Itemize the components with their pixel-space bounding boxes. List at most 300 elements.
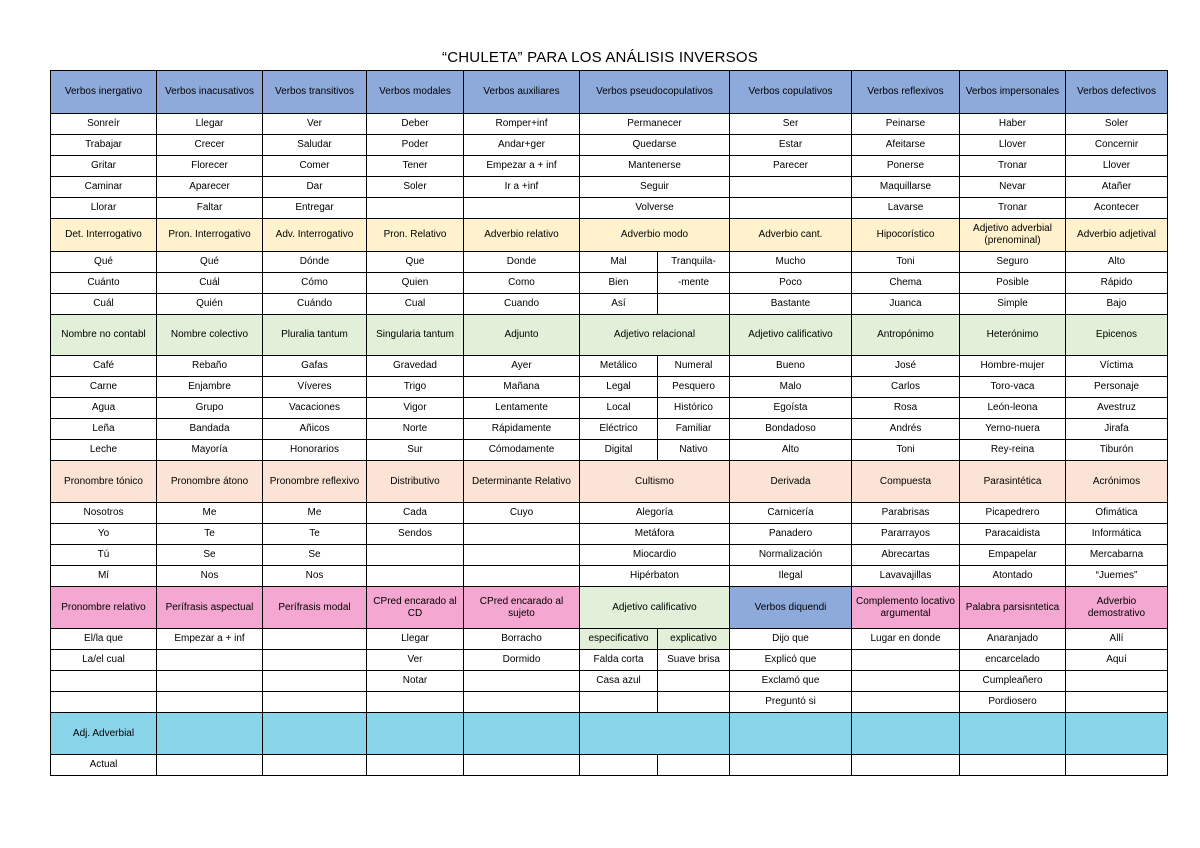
table-cell: Lugar en donde xyxy=(852,629,960,650)
table-cell xyxy=(367,566,464,587)
table-cell xyxy=(852,692,960,713)
table-cell: Actual xyxy=(51,755,157,776)
header-cell: Verbos pseudocopulativos xyxy=(580,71,730,114)
table-cell: Me xyxy=(157,503,263,524)
table-cell: Pararrayos xyxy=(852,524,960,545)
table-cell: Gritar xyxy=(51,156,157,177)
table-cell: Faltar xyxy=(157,198,263,219)
table-cell xyxy=(730,198,852,219)
table-cell: Enjambre xyxy=(157,377,263,398)
table-cell: Tranquila- xyxy=(658,252,730,273)
table-cell: Bueno xyxy=(730,356,852,377)
header-cell: Adjetivo adverbial (prenominal) xyxy=(960,219,1066,252)
table-row xyxy=(51,252,1168,273)
header-cell: Adverbio adjetival xyxy=(1066,219,1168,252)
table-cell: Crecer xyxy=(157,135,263,156)
table-cell: Allí xyxy=(1066,629,1168,650)
table-cell: Te xyxy=(263,524,367,545)
table-cell: Peinarse xyxy=(852,114,960,135)
table-cell: Como xyxy=(464,273,580,294)
table-cell: Rápidamente xyxy=(464,419,580,440)
header-cell: Parasintética xyxy=(960,461,1066,503)
document-title: “CHULETA” PARA LOS ANÁLISIS INVERSOS xyxy=(442,49,758,66)
table-cell xyxy=(464,692,580,713)
table-cell: Bastante xyxy=(730,294,852,315)
header-cell: Heterónimo xyxy=(960,315,1066,356)
table-cell xyxy=(464,566,580,587)
table-cell: Soler xyxy=(1066,114,1168,135)
table-cell: Sonreír xyxy=(51,114,157,135)
table-cell: Florecer xyxy=(157,156,263,177)
table-cell: Se xyxy=(157,545,263,566)
table-cell: Borracho xyxy=(464,629,580,650)
header-cell: Pron. Relativo xyxy=(367,219,464,252)
header-cell: Perífrasis aspectual xyxy=(157,587,263,629)
table-cell: Empezar a + inf xyxy=(157,629,263,650)
header-cell: Pluralia tantum xyxy=(263,315,367,356)
header-cell: Derivada xyxy=(730,461,852,503)
header-cell: Pronombre reflexivo xyxy=(263,461,367,503)
header-cell: Verbos defectivos xyxy=(1066,71,1168,114)
table-row xyxy=(51,440,1168,461)
table-cell: Tú xyxy=(51,545,157,566)
table-cell: Haber xyxy=(960,114,1066,135)
header-cell xyxy=(852,713,960,755)
header-cell: Adverbio relativo xyxy=(464,219,580,252)
table-cell: explicativo xyxy=(658,629,730,650)
table-cell: Paracaidista xyxy=(960,524,1066,545)
table-cell: Empezar a + inf xyxy=(464,156,580,177)
header-cell: Nombre no contabl xyxy=(51,315,157,356)
table-cell: Gravedad xyxy=(367,356,464,377)
table-cell: Pesquero xyxy=(658,377,730,398)
table-row xyxy=(51,294,1168,315)
table-cell: Nos xyxy=(157,566,263,587)
table-cell: Aparecer xyxy=(157,177,263,198)
table-cell xyxy=(658,671,730,692)
table-cell: Ver xyxy=(367,650,464,671)
table-cell: Añicos xyxy=(263,419,367,440)
header-cell: Determinante Relativo xyxy=(464,461,580,503)
table-cell: Vigor xyxy=(367,398,464,419)
table-cell: Numeral xyxy=(658,356,730,377)
table-cell: especificativo xyxy=(580,629,658,650)
table-cell: Seguro xyxy=(960,252,1066,273)
table-cell: Quedarse xyxy=(580,135,730,156)
table-cell: Dar xyxy=(263,177,367,198)
table-cell: Qué xyxy=(157,252,263,273)
table-cell xyxy=(464,198,580,219)
table-cell xyxy=(580,692,658,713)
table-cell: Carne xyxy=(51,377,157,398)
header-cell: Verbos transitivos xyxy=(263,71,367,114)
table-cell: Informática xyxy=(1066,524,1168,545)
table-cell: Café xyxy=(51,356,157,377)
table-cell: Yerno-nuera xyxy=(960,419,1066,440)
table-cell: Casa azul xyxy=(580,671,658,692)
table-cell: Cual xyxy=(367,294,464,315)
header-cell: Verbos auxiliares xyxy=(464,71,580,114)
table-row xyxy=(51,524,1168,545)
table-cell: Quién xyxy=(157,294,263,315)
table-cell: Simple xyxy=(960,294,1066,315)
table-cell: Comer xyxy=(263,156,367,177)
table-cell: Eléctrico xyxy=(580,419,658,440)
header-cell: Palabra parsisntetica xyxy=(960,587,1066,629)
table-cell: Mantenerse xyxy=(580,156,730,177)
table-cell xyxy=(1066,671,1168,692)
table-cell: Andrés xyxy=(852,419,960,440)
table-cell: Hombre-mujer xyxy=(960,356,1066,377)
table-row xyxy=(51,692,1168,713)
table-cell: Llorar xyxy=(51,198,157,219)
header-cell xyxy=(367,713,464,755)
table-cell: Agua xyxy=(51,398,157,419)
table-cell: El/la que xyxy=(51,629,157,650)
header-cell: Verbos impersonales xyxy=(960,71,1066,114)
header-row xyxy=(51,587,1168,629)
table-row xyxy=(51,503,1168,524)
header-cell: CPred encarado al CD xyxy=(367,587,464,629)
table-cell xyxy=(51,671,157,692)
table-cell xyxy=(1066,755,1168,776)
table-cell: Mí xyxy=(51,566,157,587)
table-cell xyxy=(730,177,852,198)
table-cell: Parabrisas xyxy=(852,503,960,524)
table-cell xyxy=(464,671,580,692)
table-cell xyxy=(852,650,960,671)
table-cell xyxy=(852,671,960,692)
table-cell: Preguntó si xyxy=(730,692,852,713)
header-cell xyxy=(263,713,367,755)
table-cell xyxy=(263,671,367,692)
table-row xyxy=(51,398,1168,419)
header-cell: Cultismo xyxy=(580,461,730,503)
header-cell: Complemento locativo argumental xyxy=(852,587,960,629)
table-cell: Explicó que xyxy=(730,650,852,671)
table-cell: Rebaño xyxy=(157,356,263,377)
header-cell: Pron. Interrogativo xyxy=(157,219,263,252)
header-cell: Verbos inergativo xyxy=(51,71,157,114)
table-cell: Histórico xyxy=(658,398,730,419)
table-cell xyxy=(464,524,580,545)
table-cell: Cómodamente xyxy=(464,440,580,461)
table-cell: Rosa xyxy=(852,398,960,419)
table-cell: Dónde xyxy=(263,252,367,273)
table-cell: Digital xyxy=(580,440,658,461)
table-cell: Nevar xyxy=(960,177,1066,198)
table-cell: Alto xyxy=(730,440,852,461)
table-cell: Nos xyxy=(263,566,367,587)
header-row xyxy=(51,315,1168,356)
table-cell: Llegar xyxy=(157,114,263,135)
header-row xyxy=(51,219,1168,252)
table-cell: Donde xyxy=(464,252,580,273)
table-cell: Pordiosero xyxy=(960,692,1066,713)
table-cell: Ir a +inf xyxy=(464,177,580,198)
table-cell xyxy=(263,755,367,776)
table-cell: Ser xyxy=(730,114,852,135)
table-cell: Me xyxy=(263,503,367,524)
table-cell: encarcelado xyxy=(960,650,1066,671)
table-row xyxy=(51,419,1168,440)
table-cell: Cada xyxy=(367,503,464,524)
table-cell: Egoísta xyxy=(730,398,852,419)
table-cell: Trigo xyxy=(367,377,464,398)
table-cell: Lavavajillas xyxy=(852,566,960,587)
header-cell xyxy=(960,713,1066,755)
table-row xyxy=(51,545,1168,566)
table-cell: Trabajar xyxy=(51,135,157,156)
table-cell: Acontecer xyxy=(1066,198,1168,219)
table-cell: Estar xyxy=(730,135,852,156)
table-row xyxy=(51,377,1168,398)
table-cell: Tronar xyxy=(960,198,1066,219)
table-cell: Toni xyxy=(852,440,960,461)
table-cell: Ofimática xyxy=(1066,503,1168,524)
header-cell: Adjetivo relacional xyxy=(580,315,730,356)
table-cell: Víveres xyxy=(263,377,367,398)
table-cell: Personaje xyxy=(1066,377,1168,398)
table-cell xyxy=(263,692,367,713)
table-cell: “Juemes” xyxy=(1066,566,1168,587)
table-cell: Honorarios xyxy=(263,440,367,461)
header-cell: Epicenos xyxy=(1066,315,1168,356)
table-cell: Concernir xyxy=(1066,135,1168,156)
table-cell: Volverse xyxy=(580,198,730,219)
table-cell: Atontado xyxy=(960,566,1066,587)
table-cell: Víctima xyxy=(1066,356,1168,377)
table-row xyxy=(51,135,1168,156)
table-cell: Tener xyxy=(367,156,464,177)
table-cell: Rey-reina xyxy=(960,440,1066,461)
table-cell: Cómo xyxy=(263,273,367,294)
grammar-table xyxy=(50,70,1168,776)
header-cell: Verbos copulativos xyxy=(730,71,852,114)
table-cell xyxy=(580,755,658,776)
table-cell: Exclamó que xyxy=(730,671,852,692)
table-cell: Llegar xyxy=(367,629,464,650)
table-cell: Ver xyxy=(263,114,367,135)
header-cell: Acrónimos xyxy=(1066,461,1168,503)
table-cell: Dormido xyxy=(464,650,580,671)
table-cell xyxy=(658,294,730,315)
table-cell: Tiburón xyxy=(1066,440,1168,461)
table-cell: Poder xyxy=(367,135,464,156)
table-cell xyxy=(263,650,367,671)
table-cell: Gafas xyxy=(263,356,367,377)
table-cell: Saludar xyxy=(263,135,367,156)
header-cell: Adverbio modo xyxy=(580,219,730,252)
table-cell: Avestruz xyxy=(1066,398,1168,419)
table-cell: José xyxy=(852,356,960,377)
table-cell: Suave brisa xyxy=(658,650,730,671)
table-cell: Carlos xyxy=(852,377,960,398)
header-row xyxy=(51,713,1168,755)
table-cell: Que xyxy=(367,252,464,273)
table-row xyxy=(51,156,1168,177)
table-cell: Nosotros xyxy=(51,503,157,524)
header-cell xyxy=(730,713,852,755)
table-cell: Norte xyxy=(367,419,464,440)
table-cell: Tronar xyxy=(960,156,1066,177)
table-cell: Familiar xyxy=(658,419,730,440)
table-cell xyxy=(1066,692,1168,713)
table-cell: Leña xyxy=(51,419,157,440)
table-cell: Soler xyxy=(367,177,464,198)
header-cell xyxy=(464,713,580,755)
table-cell: Quien xyxy=(367,273,464,294)
header-cell: Adjetivo calificativo xyxy=(730,315,852,356)
table-cell xyxy=(263,629,367,650)
header-cell xyxy=(580,713,730,755)
header-cell: Compuesta xyxy=(852,461,960,503)
header-row xyxy=(51,71,1168,114)
table-cell: Mucho xyxy=(730,252,852,273)
header-cell: Verbos modales xyxy=(367,71,464,114)
table-cell: Mayoría xyxy=(157,440,263,461)
table-cell xyxy=(367,755,464,776)
table-row xyxy=(51,755,1168,776)
table-cell: Poco xyxy=(730,273,852,294)
table-row xyxy=(51,566,1168,587)
table-cell xyxy=(157,650,263,671)
table-cell: Local xyxy=(580,398,658,419)
table-cell: Bondadoso xyxy=(730,419,852,440)
table-cell: Atañer xyxy=(1066,177,1168,198)
table-cell: Carnicería xyxy=(730,503,852,524)
table-row xyxy=(51,356,1168,377)
table-cell: La/el cual xyxy=(51,650,157,671)
table-cell: Dijo que xyxy=(730,629,852,650)
header-cell: Det. Interrogativo xyxy=(51,219,157,252)
table-cell: Andar+ger xyxy=(464,135,580,156)
table-cell: Así xyxy=(580,294,658,315)
table-cell: Ilegal xyxy=(730,566,852,587)
table-cell: Llover xyxy=(960,135,1066,156)
table-cell: Mal xyxy=(580,252,658,273)
table-cell: Metálico xyxy=(580,356,658,377)
table-cell: Cuyo xyxy=(464,503,580,524)
table-row xyxy=(51,671,1168,692)
table-cell: -mente xyxy=(658,273,730,294)
table-cell: Panadero xyxy=(730,524,852,545)
table-cell xyxy=(464,545,580,566)
table-cell: Bien xyxy=(580,273,658,294)
table-cell: Lavarse xyxy=(852,198,960,219)
table-cell xyxy=(658,692,730,713)
table-cell xyxy=(157,755,263,776)
table-cell: Anaranjado xyxy=(960,629,1066,650)
table-cell: Posible xyxy=(960,273,1066,294)
table-row xyxy=(51,114,1168,135)
table-cell xyxy=(730,755,852,776)
table-cell xyxy=(367,545,464,566)
table-cell xyxy=(157,692,263,713)
header-cell: Adjetivo calificativo xyxy=(580,587,730,629)
table-cell: Te xyxy=(157,524,263,545)
table-cell: Normalización xyxy=(730,545,852,566)
table-cell: Se xyxy=(263,545,367,566)
table-cell xyxy=(51,692,157,713)
table-cell: Afeitarse xyxy=(852,135,960,156)
table-cell: Deber xyxy=(367,114,464,135)
table-cell: Ayer xyxy=(464,356,580,377)
header-cell: Adverbio demostrativo xyxy=(1066,587,1168,629)
table-row xyxy=(51,273,1168,294)
table-cell: Romper+inf xyxy=(464,114,580,135)
table-cell: Ponerse xyxy=(852,156,960,177)
table-cell: Alto xyxy=(1066,252,1168,273)
header-cell: Verbos inacusativos xyxy=(157,71,263,114)
table-cell: Empapelar xyxy=(960,545,1066,566)
table-cell: Cuánto xyxy=(51,273,157,294)
table-cell: Parecer xyxy=(730,156,852,177)
table-cell xyxy=(157,671,263,692)
table-cell: Malo xyxy=(730,377,852,398)
table-cell: Hipérbaton xyxy=(580,566,730,587)
table-cell: Cuándo xyxy=(263,294,367,315)
table-cell: Lentamente xyxy=(464,398,580,419)
table-row xyxy=(51,650,1168,671)
table-cell: Yo xyxy=(51,524,157,545)
table-cell: Juanca xyxy=(852,294,960,315)
table-cell: Picapedrero xyxy=(960,503,1066,524)
table-cell: Permanecer xyxy=(580,114,730,135)
header-cell: CPred encarado al sujeto xyxy=(464,587,580,629)
header-cell: Perífrasis modal xyxy=(263,587,367,629)
header-cell: Distributivo xyxy=(367,461,464,503)
table-cell: Notar xyxy=(367,671,464,692)
table-cell: Alegoría xyxy=(580,503,730,524)
table-cell: Entregar xyxy=(263,198,367,219)
table-cell: Cuál xyxy=(157,273,263,294)
table-cell: Sendos xyxy=(367,524,464,545)
table-cell xyxy=(960,755,1066,776)
table-cell: Cuál xyxy=(51,294,157,315)
table-cell: Leche xyxy=(51,440,157,461)
header-cell: Pronombre átono xyxy=(157,461,263,503)
table-cell: Toni xyxy=(852,252,960,273)
table-cell xyxy=(464,755,580,776)
header-cell: Pronombre relativo xyxy=(51,587,157,629)
header-cell: Nombre colectivo xyxy=(157,315,263,356)
table-cell xyxy=(367,198,464,219)
table-cell: Cumpleañero xyxy=(960,671,1066,692)
header-cell: Antropónimo xyxy=(852,315,960,356)
table-cell: Abrecartas xyxy=(852,545,960,566)
header-cell: Hipocorístico xyxy=(852,219,960,252)
table-cell: Seguir xyxy=(580,177,730,198)
header-cell: Adj. Adverbial xyxy=(51,713,157,755)
table-cell: Llover xyxy=(1066,156,1168,177)
header-row xyxy=(51,461,1168,503)
header-cell: Verbos diquendi xyxy=(730,587,852,629)
table-cell: Bajo xyxy=(1066,294,1168,315)
table-cell: Caminar xyxy=(51,177,157,198)
table-cell: Cuando xyxy=(464,294,580,315)
header-cell xyxy=(157,713,263,755)
table-cell: Rápido xyxy=(1066,273,1168,294)
table-cell: Bandada xyxy=(157,419,263,440)
table-cell: Metáfora xyxy=(580,524,730,545)
table-row xyxy=(51,198,1168,219)
header-cell: Verbos reflexivos xyxy=(852,71,960,114)
table-cell: Legal xyxy=(580,377,658,398)
table-cell: Vacaciones xyxy=(263,398,367,419)
header-cell: Pronombre tónico xyxy=(51,461,157,503)
table-cell: Chema xyxy=(852,273,960,294)
